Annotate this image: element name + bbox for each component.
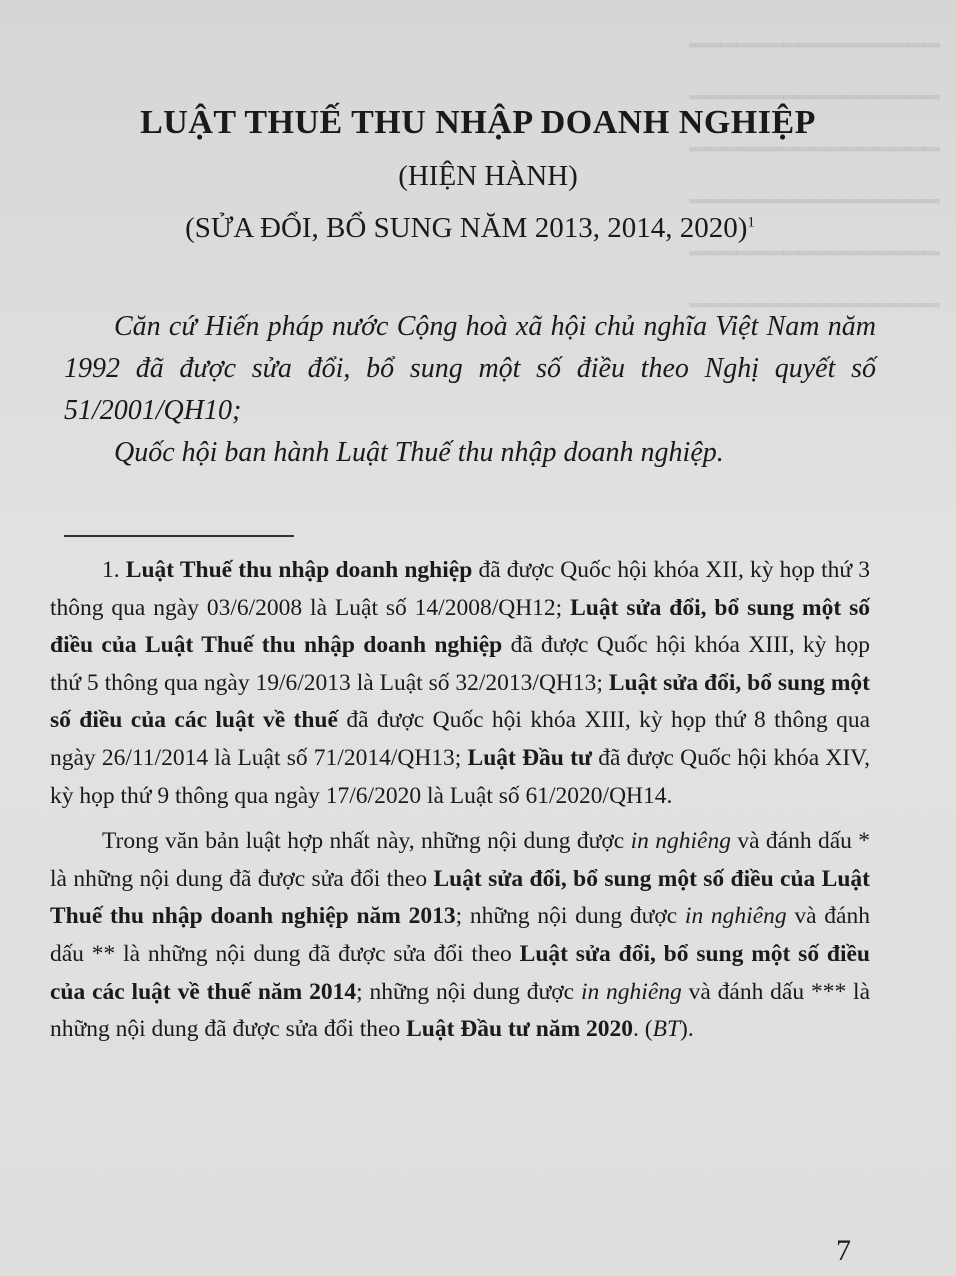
italic-text: in nghiêng [684, 903, 787, 930]
law-name-2020: Luật Đầu tư [467, 744, 592, 771]
italic-text: BT [652, 1016, 681, 1043]
preamble-enactment: Quốc hội ban hành Luật Thuế thu nhập doanh nghiệp. [114, 437, 724, 468]
law-amendment-years [0, 212, 940, 245]
italic-text: in nghiêng [580, 978, 682, 1005]
page-number: 7 [836, 1234, 851, 1267]
text: ; những nội dung được [356, 978, 581, 1005]
bleed-through-text: ━━━━━━━━━━━━━━━━ ━━━━━━━━━━━━━━━━ ━━━━━━━━━━━━━━━━ ━━━━━━━━━━━━━━━━ ━━━━━━━━━━━━━━━━ ━━━━━━━━━━━━━━━━ [689, 31, 940, 320]
footnote-2 [50, 823, 870, 1049]
preamble-basis: Căn cứ Hiến pháp nước Cộng hoà xã hội chủ nghĩa Việt Nam năm 1992 đã được sửa đổi, bổ sung một số điều theo Nghị quyết số 51/2001/QH10; [64, 311, 876, 426]
text: ). [680, 1016, 694, 1043]
preamble [64, 306, 876, 474]
text: đã được Quốc hội khóa XIII, kỳ họp thứ 8 thông qua ngày 26/11/2014 là Luật số 71/2014/QH13; [50, 707, 871, 771]
italic-text: in nghiêng [630, 828, 731, 855]
text: đã được Quốc hội khóa XIII, kỳ họp thứ 5 thông qua ngày 19/6/2013 là Luật số 32/2013/QH13; [50, 632, 870, 696]
footnote-number: 1. [102, 557, 120, 583]
text: đã được Quốc hội khóa XII, kỳ họp thứ 3 thông qua ngày 03/6/2008 là Luật số 14/2008/QH12; [50, 557, 871, 621]
footnote-reference: 1 [747, 214, 755, 231]
text: đã được Quốc hội khóa XIV, kỳ họp thứ 9 thông qua ngày 17/6/2020 là Luật số 61/2020/QH14. [50, 744, 870, 809]
footnote-divider [64, 535, 294, 537]
text: và đánh dấu *** là những nội dung đã được sửa đổi theo [50, 978, 870, 1043]
law-name-2013: Luật sửa đổi, bổ sung một số điều của Luật Thuế thu nhập doanh nghiệp [50, 594, 870, 659]
law-title: LUẬT THUẾ THU NHẬP DOANH NGHIỆP [140, 104, 816, 141]
law-name-2014: Luật sửa đổi, bổ sung một số điều của các luật về thuế [50, 669, 870, 734]
text: . ( [633, 1016, 653, 1043]
bold-text: Luật sửa đổi, bổ sung một số điều của Luật Thuế thu nhập doanh nghiệp năm 2013 [50, 865, 870, 930]
text: và đánh dấu * là những nội dung đã được sửa đổi theo [50, 828, 871, 892]
footnotes [50, 552, 870, 1049]
amendment-text: (SỬA ĐỔI, BỔ SUNG NĂM 2013, 2014, 2020) [185, 212, 748, 244]
footnote-1 [50, 552, 870, 815]
text: ; những nội dung được [455, 903, 685, 930]
text: và đánh dấu ** là những nội dung đã được sửa đổi theo [50, 903, 870, 967]
bold-text: Luật Đầu tư năm 2020 [406, 1016, 634, 1043]
bold-text: Luật sửa đổi, bổ sung một số điều của các luật về thuế năm 2014 [50, 940, 871, 1005]
text: Trong văn bản luật hợp nhất này, những nội dung được [102, 828, 631, 855]
law-status: (HIỆN HÀNH) [398, 160, 578, 192]
law-name-2008: Luật Thuế thu nhập doanh nghiệp [125, 557, 473, 583]
